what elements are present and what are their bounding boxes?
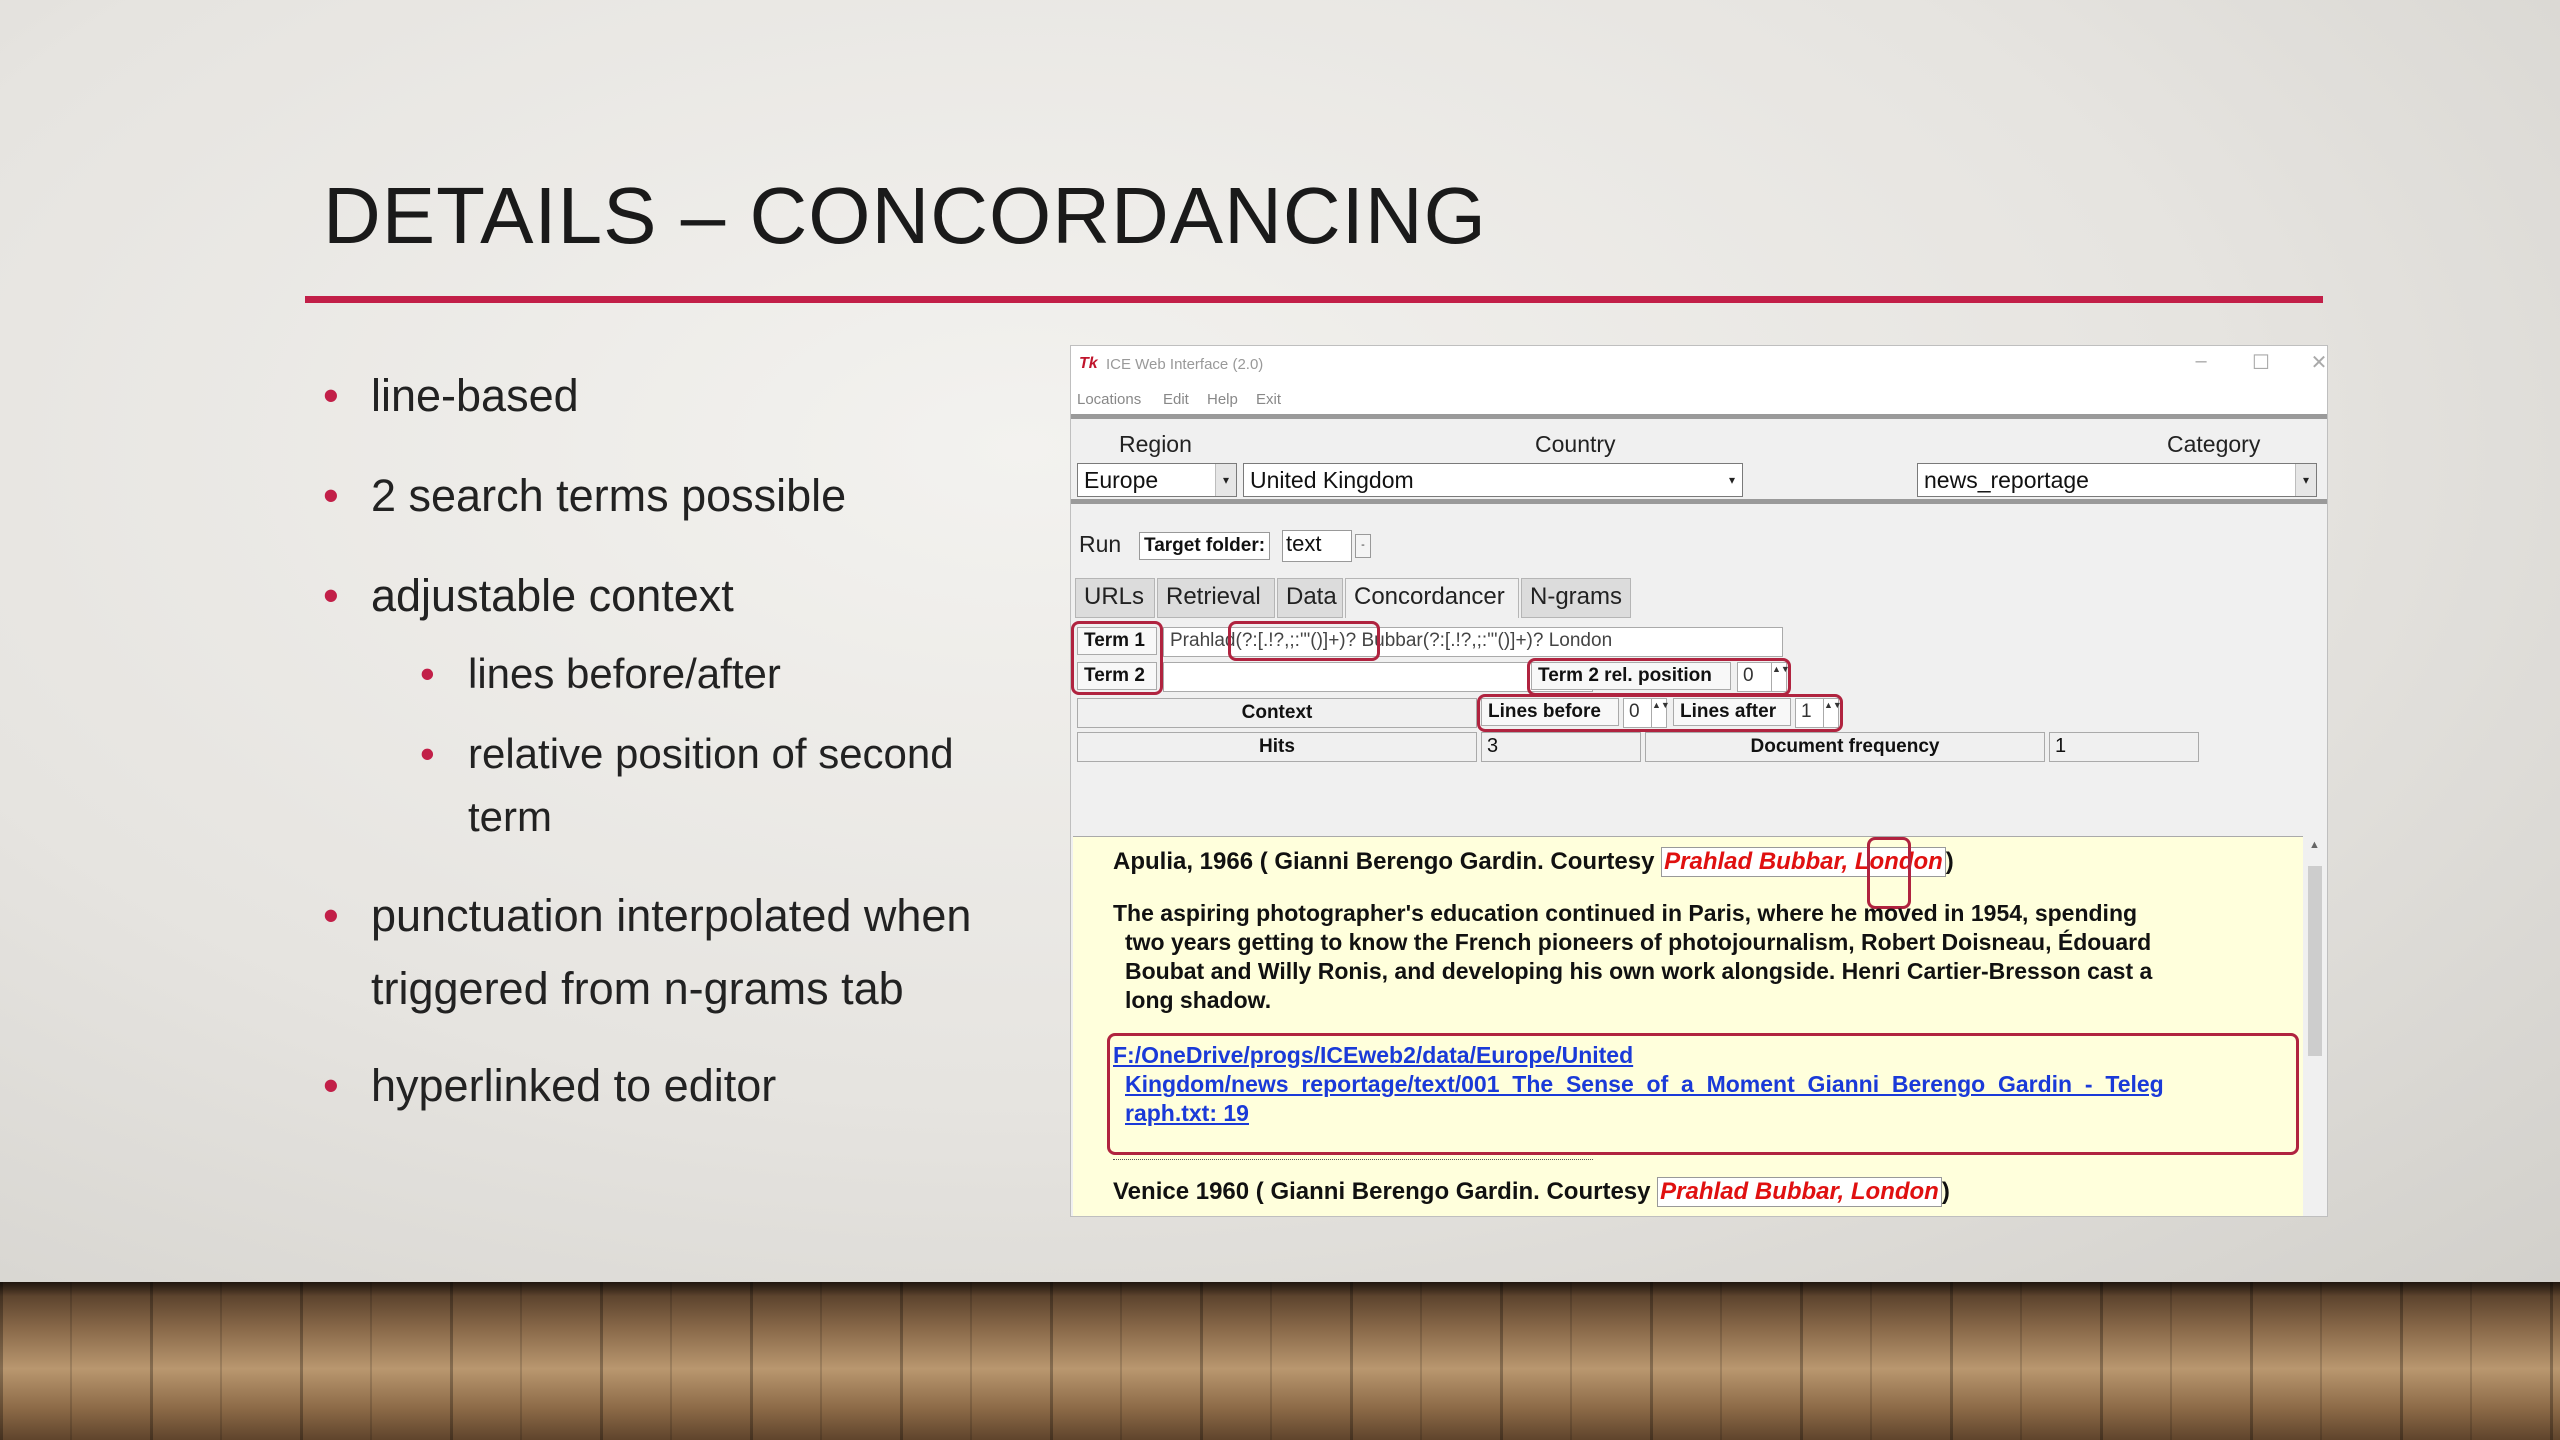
tab-urls[interactable]: URLs	[1075, 578, 1155, 618]
term2-button[interactable]: Term 2	[1077, 662, 1157, 690]
wood-floor	[0, 1282, 2560, 1440]
term1-button[interactable]: Term 1	[1077, 627, 1157, 655]
tk-logo-icon: Tk	[1079, 355, 1098, 372]
scrollbar-thumb[interactable]	[2308, 866, 2322, 1056]
bullet-item: • punctuation interpolated when	[323, 890, 971, 942]
lines-before-value: 0	[1629, 701, 1640, 722]
result-line-1	[1113, 847, 1954, 877]
country-select[interactable]	[1243, 463, 1743, 497]
lines-before-label: Lines before	[1481, 698, 1619, 726]
hyperlink-line[interactable]: F:/OneDrive/progs/ICEweb2/data/Europe/United	[1113, 1042, 1634, 1068]
result-separator	[1113, 1159, 1593, 1160]
target-folder-label: Target folder:	[1139, 532, 1270, 560]
app-body	[1071, 414, 2327, 1216]
rel-position-highlight	[1527, 658, 1791, 696]
region-label: Region	[1119, 431, 1192, 457]
tab-concordancer[interactable]: Concordancer	[1345, 578, 1519, 618]
lines-context-highlight	[1477, 694, 1843, 732]
result-hit-term: Prahlad Bubbar, London	[1657, 1177, 1942, 1207]
chevron-down-icon[interactable]: ▾	[1215, 464, 1236, 496]
maximize-button[interactable]: ☐	[2252, 352, 2270, 374]
hyperlink-line[interactable]: raph.txt: 19	[1125, 1100, 1249, 1126]
chevron-down-icon[interactable]: ▾	[1722, 464, 1742, 496]
slide-title: DETAILS – CONCORDANCING	[323, 171, 1487, 260]
hits-label: Hits	[1077, 732, 1477, 762]
lines-after-value: 1	[1801, 701, 1812, 722]
sub-bullet-item: • lines before/after	[420, 650, 781, 698]
term2-rel-position-value: 0	[1743, 665, 1754, 686]
run-button[interactable]: Run	[1079, 531, 1122, 557]
menu-bar	[1071, 384, 2327, 414]
result-context-paragraph	[1113, 899, 2263, 1015]
context-label: Context	[1077, 698, 1477, 728]
result-line-2	[1113, 1177, 1950, 1207]
target-folder-input[interactable]: text	[1282, 530, 1352, 562]
tab-retrieval[interactable]: Retrieval	[1157, 578, 1275, 618]
menu-exit[interactable]: Exit	[1256, 391, 1282, 408]
country-select-value: United Kingdom	[1250, 467, 1414, 493]
term1-input[interactable]: Prahlad(?:[.!?,;:'"()]+)? Bubbar(?:[.!?,;:'"()]+)? London	[1163, 627, 1783, 657]
paragraph-line: long shadow.	[1125, 987, 1272, 1013]
regex-highlight	[1228, 621, 1380, 661]
results-scrollbar[interactable]	[2305, 836, 2325, 1216]
hits-value: 3	[1481, 732, 1641, 762]
result-close-paren: )	[1941, 1178, 1950, 1205]
bullet-item: • 2 search terms possible	[323, 470, 846, 522]
menu-locations[interactable]: Locations	[1077, 391, 1142, 408]
minimize-button[interactable]: –	[2195, 350, 2207, 372]
term-buttons-highlight	[1071, 621, 1163, 695]
close-button[interactable]: ✕	[2310, 352, 2327, 374]
result-context-text: Venice 1960 ( Gianni Berengo Gardin. Courtesy	[1113, 1178, 1658, 1205]
tab-data[interactable]: Data	[1277, 578, 1343, 618]
country-label: Country	[1535, 431, 1616, 457]
term2-rel-position-label: Term 2 rel. position	[1531, 662, 1731, 690]
result-hit-term: Prahlad Bubbar, London	[1661, 847, 1946, 877]
menu-help[interactable]: Help	[1207, 391, 1238, 408]
target-folder-dropdown[interactable]: -	[1355, 534, 1371, 558]
app-window	[1071, 346, 2327, 1216]
menu-edit[interactable]: Edit	[1163, 391, 1189, 408]
window-titlebar	[1071, 346, 2327, 384]
scroll-up-icon[interactable]: ▲	[2309, 839, 2320, 851]
document-frequency-label: Document frequency	[1645, 732, 2045, 762]
result-close-paren: )	[1945, 848, 1954, 875]
paragraph-line: two years getting to know the French pioneers of photojournalism, Robert Doisneau, Édouard	[1125, 929, 2152, 955]
bullet-continuation: triggered from n-grams tab	[371, 963, 904, 1014]
hyperlink-line[interactable]: Kingdom/news_reportage/text/001_The_Sense_of_a_Moment_Gianni_Berengo_Gardin_-_Teleg	[1125, 1071, 2164, 1097]
bullet-item: • line-based	[323, 370, 579, 422]
document-frequency-value: 1	[2049, 732, 2199, 762]
spinner-arrows-icon[interactable]: ▲▼	[1651, 699, 1666, 727]
spinner-arrows-icon[interactable]: ▲▼	[1771, 663, 1786, 691]
title-rule	[305, 296, 2323, 303]
tab-ngrams[interactable]: N-grams	[1521, 578, 1631, 618]
bullet-item: • adjustable context	[323, 570, 734, 622]
category-select-value: news_reportage	[1924, 467, 2089, 493]
window-title: ICE Web Interface (2.0)	[1106, 356, 1264, 373]
concordance-results	[1073, 836, 2303, 1216]
sub-bullet-continuation: term	[468, 793, 552, 840]
paragraph-line: The aspiring photographer's education continued in Paris, where he moved in 1954, spending	[1113, 900, 2138, 926]
hyperlink-highlight	[1107, 1033, 2299, 1155]
result-context-text: Apulia, 1966 ( Gianni Berengo Gardin. Courtesy	[1113, 848, 1662, 875]
region-select[interactable]	[1077, 463, 1237, 497]
paragraph-line: Boubat and Willy Ronis, and developing his own work alongside. Henri Cartier-Bresson cast a	[1125, 958, 2153, 984]
bullet-item: • hyperlinked to editor	[323, 1060, 776, 1112]
sub-bullet-item: • relative position of second	[420, 730, 954, 778]
category-label: Category	[2167, 431, 2261, 457]
spinner-arrows-icon[interactable]: ▲▼	[1823, 699, 1838, 727]
selector-panel	[1071, 414, 2327, 504]
region-select-value: Europe	[1084, 467, 1159, 493]
category-select[interactable]	[1917, 463, 2317, 497]
lines-after-label: Lines after	[1673, 698, 1791, 726]
chevron-down-icon[interactable]: ▾	[2295, 464, 2316, 496]
